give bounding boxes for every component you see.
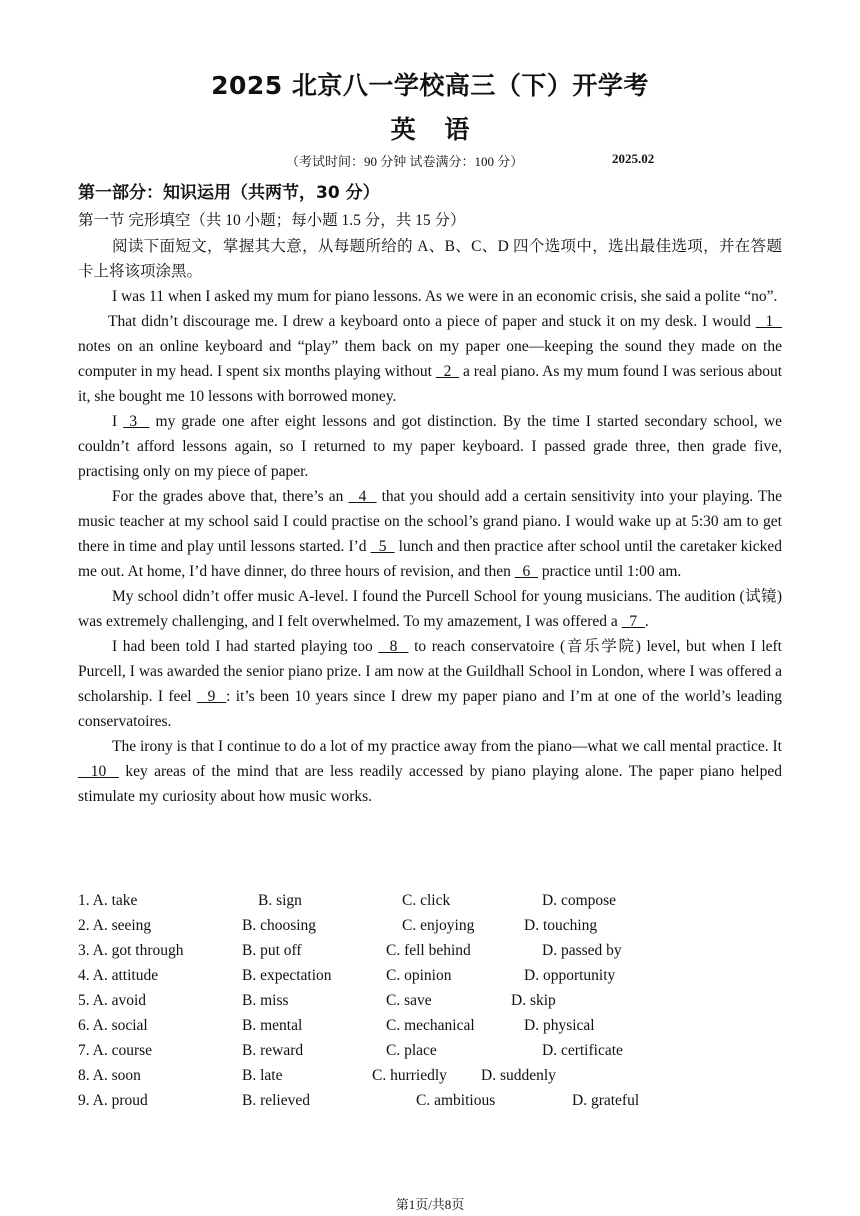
option-c: C. enjoying	[402, 917, 475, 934]
blank-10: 10	[78, 763, 119, 780]
option-row	[78, 1038, 782, 1063]
option-d: D. opportunity	[524, 967, 616, 984]
option-b: B. expectation	[242, 967, 332, 984]
option-row	[78, 888, 782, 913]
option-b: B. late	[242, 1067, 283, 1084]
paragraph: I was 11 when I asked my mum for piano lessons. As we were in an economic crisis, she said a polite “no”.	[112, 288, 778, 305]
option-d: D. grateful	[572, 1092, 640, 1109]
blank-9: 9	[196, 688, 227, 705]
option-a: 3. A. got through	[78, 942, 184, 959]
option-d: D. skip	[511, 992, 556, 1009]
page-number: 第1页/共8页	[395, 1197, 465, 1212]
option-c: C. opinion	[386, 967, 452, 984]
options-list	[78, 888, 782, 1113]
option-d: D. physical	[524, 1017, 595, 1034]
option-a: 1. A. take	[78, 892, 138, 909]
option-b: B. reward	[242, 1042, 304, 1059]
option-a: 7. A. course	[78, 1042, 153, 1059]
blank-1: 1	[755, 313, 783, 330]
blank-4: 4	[348, 488, 377, 505]
part-heading: 第一部分：知识运用（共两节，30 分）	[78, 183, 380, 203]
blank-6: 6	[514, 563, 538, 580]
option-row	[78, 938, 782, 963]
option-b: B. sign	[258, 892, 302, 909]
blank-7: 7	[621, 613, 645, 630]
option-row	[78, 1088, 782, 1113]
paragraph: My school didn’t offer music A-level. I found the Purcell School for young musicians. The audition (试镜) was extremely challenging, and I felt overwhelmed. To my amazement, I was offered a 7 .	[78, 588, 782, 630]
blank-2: 2	[435, 363, 460, 380]
section-heading: 第一节 完形填空（共 10 小题；每小题 1.5 分，共 15 分）	[78, 212, 466, 229]
option-b: B. mental	[242, 1017, 303, 1034]
option-c: C. click	[402, 892, 451, 909]
paragraph: I 3 my grade one after eight lessons and got distinction. By the time I started secondary school, we couldn’t afford lessons again, so I returned to my paper keyboard. I passed grade three, then grade five, practising only on my piece of paper.	[78, 413, 782, 480]
blank-8: 8	[378, 638, 409, 655]
option-d: D. certificate	[542, 1042, 623, 1059]
option-b: B. choosing	[242, 917, 317, 934]
option-row	[78, 1063, 782, 1088]
option-c: C. hurriedly	[372, 1067, 447, 1084]
option-c: C. save	[386, 992, 432, 1009]
option-a: 6. A. social	[78, 1017, 148, 1034]
passage	[78, 234, 782, 809]
exam-date: 2025.02	[612, 151, 655, 166]
option-c: C. ambitious	[416, 1092, 496, 1109]
subject-title: 英 语	[390, 115, 470, 144]
blank-3: 3	[123, 413, 150, 430]
option-c: C. fell behind	[386, 942, 471, 959]
option-d: D. passed by	[542, 942, 622, 959]
option-a: 8. A. soon	[78, 1067, 141, 1084]
option-b: B. relieved	[242, 1092, 311, 1109]
paragraph: That didn’t discourage me. I drew a keyboard onto a piece of paper and stuck it on my desk. I would 1 notes on an online keyboard and “play” them back on my paper one—keeping the sound they made on the computer in my head. I spent six months playing without 2 a real piano. As my mum found I was serious about it, she bought me 10 lessons with borrowed money.	[78, 313, 783, 405]
option-a: 2. A. seeing	[78, 917, 152, 934]
option-b: B. miss	[242, 992, 289, 1009]
instructions: 阅读下面短文，掌握其大意，从每题所给的 A、B、C、D 四个选项中，选出最佳选项，并在答题卡上将该项涂黑。	[78, 238, 782, 280]
paragraph: The irony is that I continue to do a lot of my practice away from the piano—what we call mental practice. It 10 key areas of the mind that are less readily accessed by piano playing alone. The paper piano helped stimulate my curiosity about how music works.	[78, 738, 782, 805]
option-c: C. place	[386, 1042, 437, 1059]
option-row	[78, 1013, 782, 1038]
option-a: 4. A. attitude	[78, 967, 159, 984]
option-row	[78, 988, 782, 1013]
option-row	[78, 913, 782, 938]
option-d: D. compose	[542, 892, 617, 909]
option-c: C. mechanical	[386, 1017, 475, 1034]
option-a: 9. A. proud	[78, 1092, 148, 1109]
exam-title: 2025 北京八一学校高三（下）开学考	[211, 71, 649, 100]
blank-5: 5	[370, 538, 395, 555]
option-b: B. put off	[242, 942, 302, 959]
option-row	[78, 963, 782, 988]
exam-info: （考试时间：90 分钟 试卷满分：100 分）	[286, 154, 524, 169]
option-d: D. suddenly	[481, 1067, 556, 1084]
option-a: 5. A. avoid	[78, 992, 147, 1009]
option-d: D. touching	[524, 917, 598, 934]
paragraph: For the grades above that, there’s an 4 that you should add a certain sensitivity into your playing. The music teacher at my school said I could practise on the school’s grand piano. I would wake up at 5:30 am to get there in time and play until lessons started. I’d 5 lunch and then practice after school until the caretaker kicked me out. At home, I’d have dinner, do three hours of revision, and then 6 practice until 1:00 am.	[78, 488, 782, 580]
paragraph: I had been told I had started playing too 8 to reach conservatoire (音乐学院) level, but when I left Purcell, I was awarded the senior piano prize. I am now at the Guildhall School in London, where I was offered a scholarship. I feel 9 : it’s been 10 years since I drew my paper piano and I’m at one of the world’s leading conservatoires.	[78, 638, 783, 730]
